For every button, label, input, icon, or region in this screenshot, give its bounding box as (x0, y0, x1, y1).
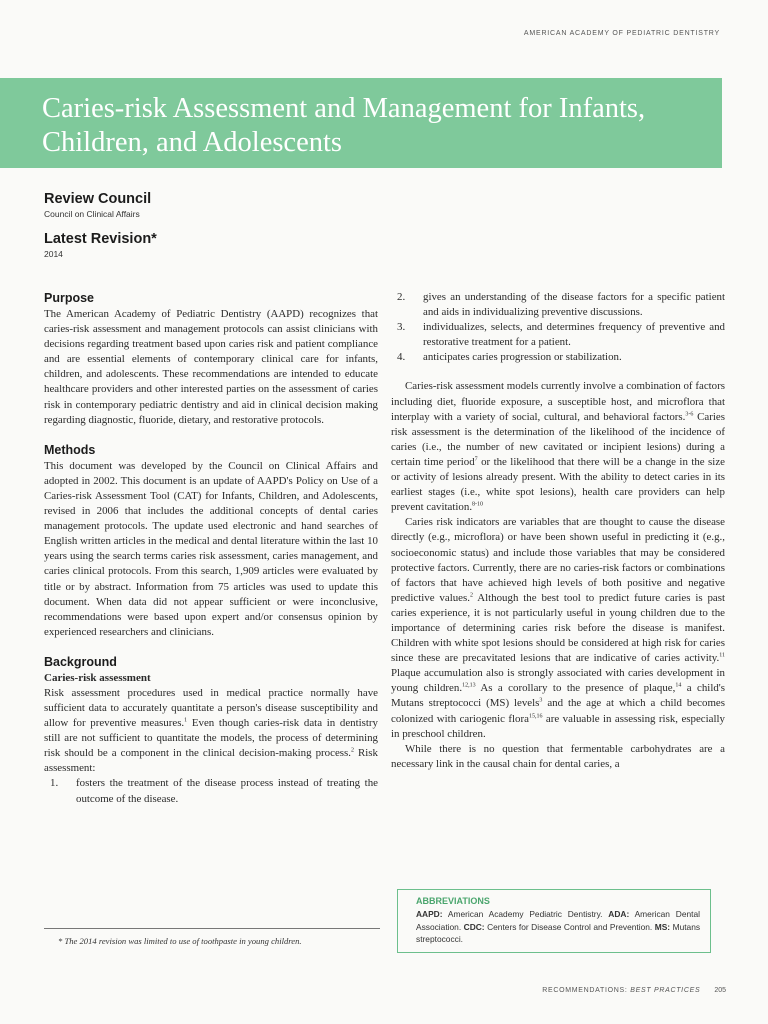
background-heading: Background (44, 654, 117, 669)
carbohydrates-paragraph: While there is no question that fermentable carbohydrates are a necessary link in the causal chain for dental caries, a (391, 742, 725, 770)
abbreviations-box (397, 889, 711, 953)
risk-indicators-paragraph: Caries risk indicators are variables that are thought to cause the disease directly (e.g., microflora) or have been shown useful in predicting it (e.g., socioeconomic status) and include those variables that may be considered protective factors. Currently, there are no caries-risk factors or combinations of factors that have achieved high levels of both positive and negative predictive values.$^2$ Although the best tool to predict future caries is past caries experience, it is not particularly useful in young children due to the importance of determining caries risk before the disease is manifest. Children with white spot lesions should be considered at high risk for caries since these are precavitated lesions that are indicative of caries activity.$^{11}$ Plaque accumulation also is strongly associated with caries development in young children.$^{12,13}$ As a corollary to the presence of plaque,$^{14}$ a child's Mutans streptococci (MS) levels$^3$ and the age at which a child becomes colonized with cariogenic flora$^{15,16}$ are valuable in assessing risk, especially in preschool children. (391, 516, 725, 740)
list-item: 2. gives an understanding of the disease factors for a specific patient and aids in individualizing preventive discussions. (397, 291, 725, 319)
caries-risk-subheading: Caries-risk assessment (44, 671, 151, 684)
article-meta (44, 190, 364, 270)
right-column (391, 290, 725, 772)
review-council-heading: Review Council (44, 191, 152, 207)
list-item: 4. anticipates caries progression or stabilization. (397, 351, 622, 364)
list-item: 3. individualizes, selects, and determines frequency of preventive and restorative treatment for a patient. (397, 321, 725, 349)
page-number: 205 (714, 987, 726, 994)
latest-revision-heading: Latest Revision* (44, 231, 157, 247)
latest-revision-value: 2014 (44, 249, 63, 259)
background-intro: Risk assessment procedures used in medical practice normally have sufficient data to accurately quantitate a person's disease susceptibility and allow for preventive measures.$^1$ Even though caries-risk data in dentistry still are not sufficient to quantitate the models, the process of determining risk should be a component in the clinical decision-making process.$^2$ Risk assessment: (44, 686, 378, 775)
risk-assessment-list-continued (391, 290, 725, 365)
left-column (44, 290, 378, 807)
purpose-text: The American Academy of Pediatric Dentistry (AAPD) recognizes that caries-risk assessment and management protocols can assist clinicians with decisions regarding treatment based upon caries risk and patient compliance and are essential elements of contemporary clinical care for infants, children, and adolescents. These recommendations are intended to educate healthcare providers and other interested parties on the assessment of caries risk in contemporary pediatric dentistry and aid in clinical decision making regarding diagnostic, fluoride, dietary, and restorative protocols. (44, 308, 378, 426)
list-item: 1. fosters the treatment of the disease process instead of treating the outcome of the disease. (50, 777, 378, 805)
abbreviations-title: ABBREVIATIONS (416, 896, 490, 906)
abbreviations-list: AAPD: American Academy Pediatric Dentistry. ADA: American Dental Association. CDC: Centers for Disease Control and Prevention. MS: Mutans streptococci. (416, 909, 701, 944)
methods-text: This document was developed by the Council on Clinical Affairs and adopted in 2002. This document is an update of AAPD's Policy on Use of a Caries-risk Assessment Tool (CAT) for Infants, Children, and Adolescents, revised in 2006 that includes the additional concepts of dental caries management protocols. The update used electronic and hand searches of English written articles in the medical and dental literature within the last 10 years using the search terms caries risk assessment, caries management, and caries clinical protocols. From this search, 1,909 articles were evaluated by title or by abstract. Information from 75 articles was used to update this document. When data did not appear sufficient or were inconclusive, recommendations were based upon expert and/or consensus opinion by experienced researchers and clinicians. (44, 459, 378, 638)
methods-heading: Methods (44, 442, 96, 457)
article-title: Caries-risk Assessment and Management for Infants, Children, and Adolescents (42, 93, 646, 158)
purpose-heading: Purpose (44, 291, 95, 305)
page-footer: RECOMMENDATIONS: BEST PRACTICES 205 (542, 987, 726, 994)
footnote-divider (44, 928, 380, 929)
review-council-value: Council on Clinical Affairs (44, 209, 140, 219)
running-head: AMERICAN ACADEMY OF PEDIATRIC DENTISTRY (523, 30, 720, 37)
caries-models-paragraph: Caries-risk assessment models currently involve a combination of factors including diet, fluoride exposure, a susceptible host, and microflora that interplay with a variety of social, cultural, and behavioral factors.$^{3-6}$ Caries risk assessment is the determination of the likelihood of the incidence of caries (i.e., the number of new cavitated or incipient lesions) during a certain time period$^7$ or the likelihood that there will be a change in the size or activity of lesions already present. With the ability to detect caries in its earliest stages (i.e., white spot lesions), health care providers can help prevent cavitation.$^{8-10}$ (391, 380, 725, 514)
risk-assessment-list (44, 776, 378, 806)
revision-footnote: * The 2014 revision was limited to use of toothpaste in young children. (58, 936, 302, 946)
